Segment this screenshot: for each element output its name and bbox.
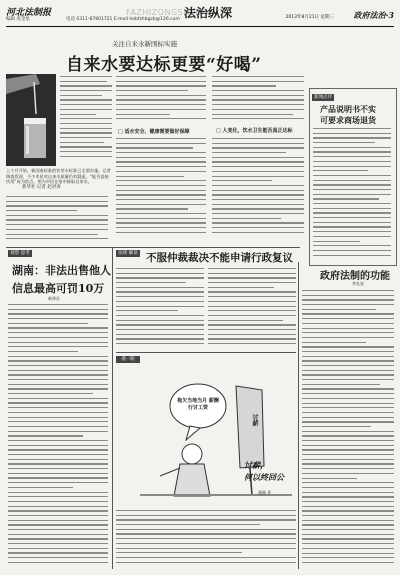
hunan-tag: 观察 思考 <box>8 250 32 257</box>
cartoon-body <box>116 510 296 570</box>
sidebar-title-line2: 可要求商场退货 <box>320 115 376 125</box>
hunan-title-line2: 信息最高可罚10万 <box>12 282 105 295</box>
cartoon-sign-text: 讨薪 <box>251 414 258 426</box>
cartoon-title-line1: 讨薪， <box>244 460 268 470</box>
sidebar-title-line1: 产品说明书不实 <box>320 104 376 114</box>
page-section-label: 政府法治·3 <box>353 10 394 20</box>
water-glass-image <box>6 74 56 166</box>
pub-date: 2013年8月21日 星期三 <box>285 15 334 20</box>
cartoon-tag: 漫一眼 <box>116 356 140 363</box>
lead-photo-caption: 上个月开始，新国家标准的饮用水标准已全面实施。记者调查发现，不少市民对自来水质量仍有疑虑，“能否直接饮用”成为焦点。图为市民在家中接取自来水。 <box>6 168 111 184</box>
column-divider-right <box>298 262 299 569</box>
lead-kicker: 关注自来水新国标实施 <box>112 40 177 48</box>
middle-tag: 法规 解读 <box>116 250 140 257</box>
editor-meta: 编辑 庞金星 <box>6 17 30 22</box>
sidebar-body <box>313 128 391 260</box>
middle-title: 不服仲裁裁决不能申请行政复议 <box>146 252 293 264</box>
sidebar-tag: 新闻点评 <box>314 95 332 100</box>
feature-title: 政府法制的功能 <box>320 271 390 282</box>
lead-body-col2 <box>116 76 206 124</box>
hunan-byline: 新华社 <box>48 296 60 301</box>
section-pinyin: FAZHIZONGSHEN <box>126 8 202 17</box>
lead-body-col0 <box>6 196 108 242</box>
lead-photo <box>6 74 56 166</box>
paper-name: 河北法制报 <box>6 8 52 18</box>
middle-divider <box>116 352 296 353</box>
contact-meta: 电话 0311-87801721 E-mail hebfzhbgzb@126.com <box>66 17 180 22</box>
column-divider-left <box>112 247 113 569</box>
lead-body-col2b <box>116 138 206 242</box>
lead-body-col1 <box>60 76 112 166</box>
middle-body-col2 <box>208 268 296 348</box>
hunan-body <box>8 304 108 570</box>
cartoon-bubble-text: 拖欠当地当月 薪酬行讨工资 <box>177 398 219 411</box>
cartoon-title-line2: 何以终回公 <box>244 472 284 482</box>
feature-body <box>302 290 394 570</box>
section-tag: 法治纵深 <box>184 6 233 20</box>
hunan-title-line1: 湖南：非法出售他人 <box>12 264 111 277</box>
lead-headline: 自来水要达标更要“好喝” <box>66 55 262 75</box>
cartoon-credit: 漫画 作 <box>258 490 272 495</box>
lead-photo-author: 新华社 记者 赵洪涛 <box>22 185 61 190</box>
lead-subhead-1: □ 适水安全、健康需要做好保障 <box>118 129 190 135</box>
section-divider <box>6 247 300 248</box>
lead-body-col3 <box>212 76 304 124</box>
feature-author: 李长安 <box>352 281 364 286</box>
lead-body-col3b <box>212 138 304 242</box>
middle-body-col1 <box>116 268 204 348</box>
lead-subhead-2: □ 人变化，饮水卫生能否真正达标 <box>216 128 293 134</box>
masthead <box>6 4 394 27</box>
